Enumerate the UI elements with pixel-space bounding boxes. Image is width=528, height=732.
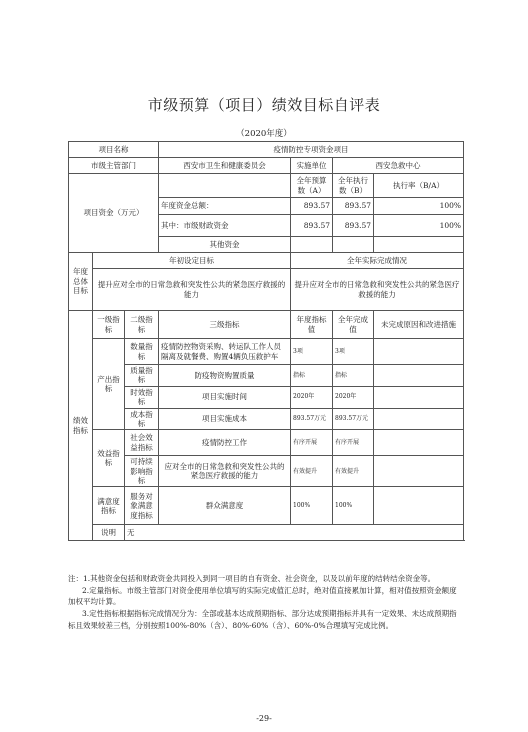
indicator-reason xyxy=(374,408,464,430)
annual-target: 提升应对全市的日常急救和突发性公共的紧急医疗救援的能力 xyxy=(93,269,291,311)
indicator-l2: 可持续影响指标 xyxy=(125,456,159,487)
indicator-row xyxy=(69,430,464,456)
indicator-l2: 服务对象满意度指标 xyxy=(125,487,159,525)
year-note: （2020年度） xyxy=(236,129,292,139)
indicator-l3: 疫情防控工作 xyxy=(159,430,291,456)
annual-actual-header: 全年实际完成情况 xyxy=(291,253,464,269)
satisfaction-label: 满意度指标 xyxy=(93,487,125,525)
indicator-l3: 防疫物资购置质量 xyxy=(159,365,291,387)
indicator-l2: 成本指标 xyxy=(125,408,159,430)
indicator-l3: 项目实施时间 xyxy=(159,386,291,408)
funds-header-row xyxy=(69,174,464,198)
funds-header-rate: 执行率（B/A） xyxy=(374,174,464,198)
indicator-l2: 质量指标 xyxy=(125,365,159,387)
funds-row-label: 其中：市级财政资金 xyxy=(159,215,291,237)
page-number: -29- xyxy=(256,714,272,723)
indicator-header-actual: 全年完成值 xyxy=(333,311,374,339)
funds-row-rate: 100% xyxy=(374,198,464,215)
annual-row xyxy=(69,269,464,311)
indicators-label: 绩效指标 xyxy=(69,311,93,541)
indicator-l3: 疫情防控物资采购、转运队工作人员隔离及就餐费、购置4辆负压救护车 xyxy=(159,339,291,365)
funds-header-exec: 全年执行数（B） xyxy=(333,174,374,198)
indicator-reason xyxy=(374,456,464,487)
funds-row-budget xyxy=(291,237,333,253)
indicator-header-l3: 三级指标 xyxy=(159,311,291,339)
evaluation-table xyxy=(68,141,464,541)
dept-value: 西安市卫生和健康委员会 xyxy=(159,158,291,174)
annual-target-header: 年初设定目标 xyxy=(93,253,291,269)
project-label: 项目名称 xyxy=(69,142,159,158)
indicator-header-target: 年度指标值 xyxy=(291,311,333,339)
funds-header-blank xyxy=(159,174,291,198)
annual-actual: 提升应对全市的日常急救和突发性公共的紧急医疗救援的能力 xyxy=(291,269,464,311)
indicator-target: 3项 xyxy=(291,339,333,365)
indicator-actual: 指标 xyxy=(333,365,374,387)
funds-header-budget: 全年预算数（A） xyxy=(291,174,333,198)
footnote: 注：1.其他资金包括和财政资金共同投入到同一项目的自有资金、社会资金，以及以前年度的结转结余资金等。 xyxy=(68,574,436,583)
indicator-actual: 有序开展 xyxy=(333,430,374,456)
remark-label: 说明 xyxy=(93,525,125,541)
indicator-target: 有效提升 xyxy=(291,456,333,487)
indicator-l2: 时效指标 xyxy=(125,386,159,408)
project-row xyxy=(69,142,464,158)
indicator-header-l2: 二级指标 xyxy=(125,311,159,339)
indicator-actual: 893.57万元 xyxy=(333,408,374,430)
page-title: 市级预算（项目）绩效目标自评表 xyxy=(147,96,381,114)
footnotes xyxy=(68,573,463,631)
indicator-row xyxy=(69,487,464,525)
funds-row-label: 其他资金 xyxy=(159,237,291,253)
funds-row-exec: 893.57 xyxy=(333,215,374,237)
dept-row xyxy=(69,158,464,174)
output-label: 产出指标 xyxy=(93,339,125,430)
impl-label: 实施单位 xyxy=(291,158,333,174)
indicator-reason xyxy=(374,487,464,525)
indicator-target: 893.57万元 xyxy=(291,408,333,430)
funds-row-exec xyxy=(333,237,374,253)
indicator-target: 指标 xyxy=(291,365,333,387)
indicator-l3: 群众满意度 xyxy=(159,487,291,525)
indicator-header-l1: 一级指标 xyxy=(93,311,125,339)
indicator-l3: 应对全市的日常急救和突发性公共的紧急医疗救援的能力 xyxy=(159,456,291,487)
indicator-actual: 3项 xyxy=(333,339,374,365)
funds-row-rate: 100% xyxy=(374,215,464,237)
footnote: 3.定性指标根据指标完成情况分为：全部或基本达成预期指标、部分达成预期指标并具有一定效果、未达成预期指标且效果较差三档，分别按照100%-80%（含）、80%-60%（含）、60%-0%合理填写完成比例。 xyxy=(68,608,457,630)
annual-header-row xyxy=(69,253,464,269)
indicator-actual: 100% xyxy=(333,487,374,525)
indicator-actual: 有效提升 xyxy=(333,456,374,487)
indicator-l2: 数量指标 xyxy=(125,339,159,365)
funds-row-budget: 893.57 xyxy=(291,215,333,237)
indicator-reason xyxy=(374,365,464,387)
indicator-row xyxy=(69,456,464,487)
dept-label: 市级主管部门 xyxy=(69,158,159,174)
indicator-target: 有序开展 xyxy=(291,430,333,456)
indicator-actual: 2020年 xyxy=(333,386,374,408)
funds-row-exec: 893.57 xyxy=(333,198,374,215)
funds-row-rate xyxy=(374,237,464,253)
indicator-target: 100% xyxy=(291,487,333,525)
indicator-l3: 项目实施成本 xyxy=(159,408,291,430)
project-value: 疫情防控专项资金项目 xyxy=(159,142,464,158)
indicator-l2: 社会效益指标 xyxy=(125,430,159,456)
indicator-header-row xyxy=(69,311,464,339)
impl-value: 西安急救中心 xyxy=(333,158,464,174)
indicator-row xyxy=(69,408,464,430)
indicator-row xyxy=(69,339,464,365)
remark-row xyxy=(69,525,464,541)
remark-value: 无 xyxy=(125,525,464,541)
indicator-reason xyxy=(374,430,464,456)
indicator-header-reason: 未完成原因和改进措施 xyxy=(374,311,464,339)
indicator-reason xyxy=(374,339,464,365)
funds-row-label: 年度资金总额： xyxy=(159,198,291,215)
indicator-row xyxy=(69,386,464,408)
funds-row-budget: 893.57 xyxy=(291,198,333,215)
effect-label: 效益指标 xyxy=(93,430,125,487)
annual-label: 年度总体目标 xyxy=(69,253,93,311)
indicator-reason xyxy=(374,386,464,408)
indicator-target: 2020年 xyxy=(291,386,333,408)
funds-label: 项目资金（万元） xyxy=(69,174,159,253)
footnote: 2.定量指标。市级主管部门对资金使用单位填写的实际完成值汇总时，绝对值直接累加计算，相对值按照资金额度加权平均计算。 xyxy=(68,585,457,607)
indicator-row xyxy=(69,365,464,387)
